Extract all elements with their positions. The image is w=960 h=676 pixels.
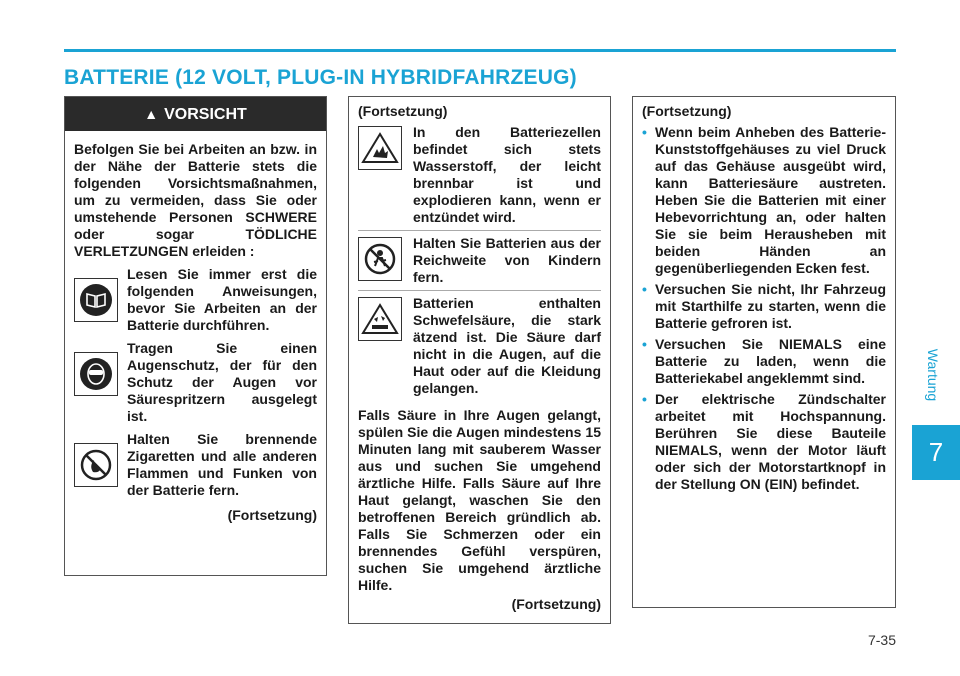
bullet-item: [642, 336, 886, 387]
warning-item-text: Halten Sie brennende Zigaretten und alle anderen Flammen und Funken von der Batterie fern.: [127, 431, 317, 498]
continued-heading: (Fortsetzung): [358, 103, 448, 119]
divider: [358, 230, 601, 231]
continued-heading: (Fortsetzung): [642, 103, 732, 119]
chapter-number-tab: 7: [912, 425, 960, 480]
warning-item: [349, 295, 610, 397]
section-title: BATTERIE (12 VOLT, PLUG-IN HYBRIDFAHRZEUG): [64, 66, 577, 89]
warning-item-text: Tragen Sie einen Augenschutz, der für den Schutz der Augen vor Säurespritzern ausgelegt ist.: [127, 340, 317, 424]
warning-title: VORSICHT: [164, 106, 247, 123]
warning-triangle-icon: ▲: [144, 106, 159, 122]
warning-item: [349, 124, 610, 226]
bullet-text: Wenn beim Anheben des Batterie-Kunststoffgehäuses zu viel Druck auf das Gehäuse ausgeübt wird, kann Batteriesäure austreten. Heben Sie die Batterien mit einer Hebevorrichtung an, oder halten Sie sie beim Herausheben mit beiden Händen an gegenüberliegenden Ecken fest.: [655, 124, 886, 276]
acid-contact-paragraph: Falls Säure in Ihre Augen gelangt, spülen Sie die Augen mindestens 15 Minuten lang mit sauberem Wasser aus und suchen Sie umgehend ärztliche Hilfe. Falls Säure auf Ihre Haut gelangt, waschen Sie den betroffenen Bereich gründlich ab. Falls Sie Schmerzen oder ein brennendes Gefühl verspüren, suchen Sie umgehend ärztliche Hilfe.: [358, 407, 601, 593]
bullet-item: [642, 281, 886, 332]
warning-item-text: Lesen Sie immer erst die folgenden Anweisungen, bevor Sie Arbeiten an der Batterie durchführen.: [127, 266, 317, 333]
divider: [358, 290, 601, 291]
bullet-item: [642, 391, 886, 493]
bullet-dot-icon: •: [642, 336, 647, 352]
corrosive-acid-icon: [358, 297, 402, 341]
bullet-dot-icon: •: [642, 391, 647, 407]
warning-item: [65, 431, 326, 499]
continued-note: (Fortsetzung): [227, 507, 317, 523]
keep-away-children-icon: [358, 237, 402, 281]
warning-item-text: Halten Sie Batterien aus der Reichweite von Kindern fern.: [413, 235, 601, 285]
warning-intro: Befolgen Sie bei Arbeiten an bzw. in der Nähe der Batterie stets die folgenden Vorsichtsmaßnahmen, um zu vermeiden, dass Sie oder umstehende Personen SCHWERE oder sogar TÖDLICHE VERLETZUNGEN erleiden :: [74, 141, 317, 259]
warning-item: [65, 266, 326, 334]
bullet-text: Der elektrische Zündschalter arbeitet mit Hochspannung. Berühren Sie diese Bauteile NIEMALS, wenn der Motor läuft oder sich der Motorstartknopf in der Stellung ON (EIN) befindet.: [655, 391, 886, 492]
page-number: 7-35: [867, 632, 896, 648]
bullet-item: [642, 124, 886, 277]
warning-item: [65, 340, 326, 425]
warning-item: [349, 235, 610, 286]
bullet-dot-icon: •: [642, 281, 647, 297]
continued-note: (Fortsetzung): [511, 596, 601, 612]
warning-item-text: Batterien enthalten Schwefelsäure, die stark ätzend ist. Die Säure darf nicht in die Augen, auf die Haut oder auf die Kleidung gelangen.: [413, 295, 601, 396]
warning-item-text: In den Batteriezellen befindet sich stets Wasserstoff, der leicht brennbar ist und explodieren kann, wenn er entzündet wird.: [413, 124, 601, 225]
explosion-hazard-icon: [358, 126, 402, 170]
eye-protection-icon: [74, 352, 118, 396]
warning-box: [64, 96, 327, 576]
chapter-side-label: Wartung: [925, 348, 941, 402]
bullet-text: Versuchen Sie NIEMALS eine Batterie zu laden, wenn die Batteriekabel angeklemmt sind.: [655, 336, 886, 386]
top-rule: [64, 49, 896, 52]
warning-header: [65, 97, 326, 131]
bullet-text: Versuchen Sie nicht, Ihr Fahrzeug mit Starthilfe zu starten, wenn die Batterie gefroren ist.: [655, 281, 886, 331]
warning-box-continued: [348, 96, 611, 624]
bullet-dot-icon: •: [642, 124, 647, 140]
manual-book-icon: [74, 278, 118, 322]
no-open-flame-icon: [74, 443, 118, 487]
warning-box-continued: [632, 96, 896, 608]
